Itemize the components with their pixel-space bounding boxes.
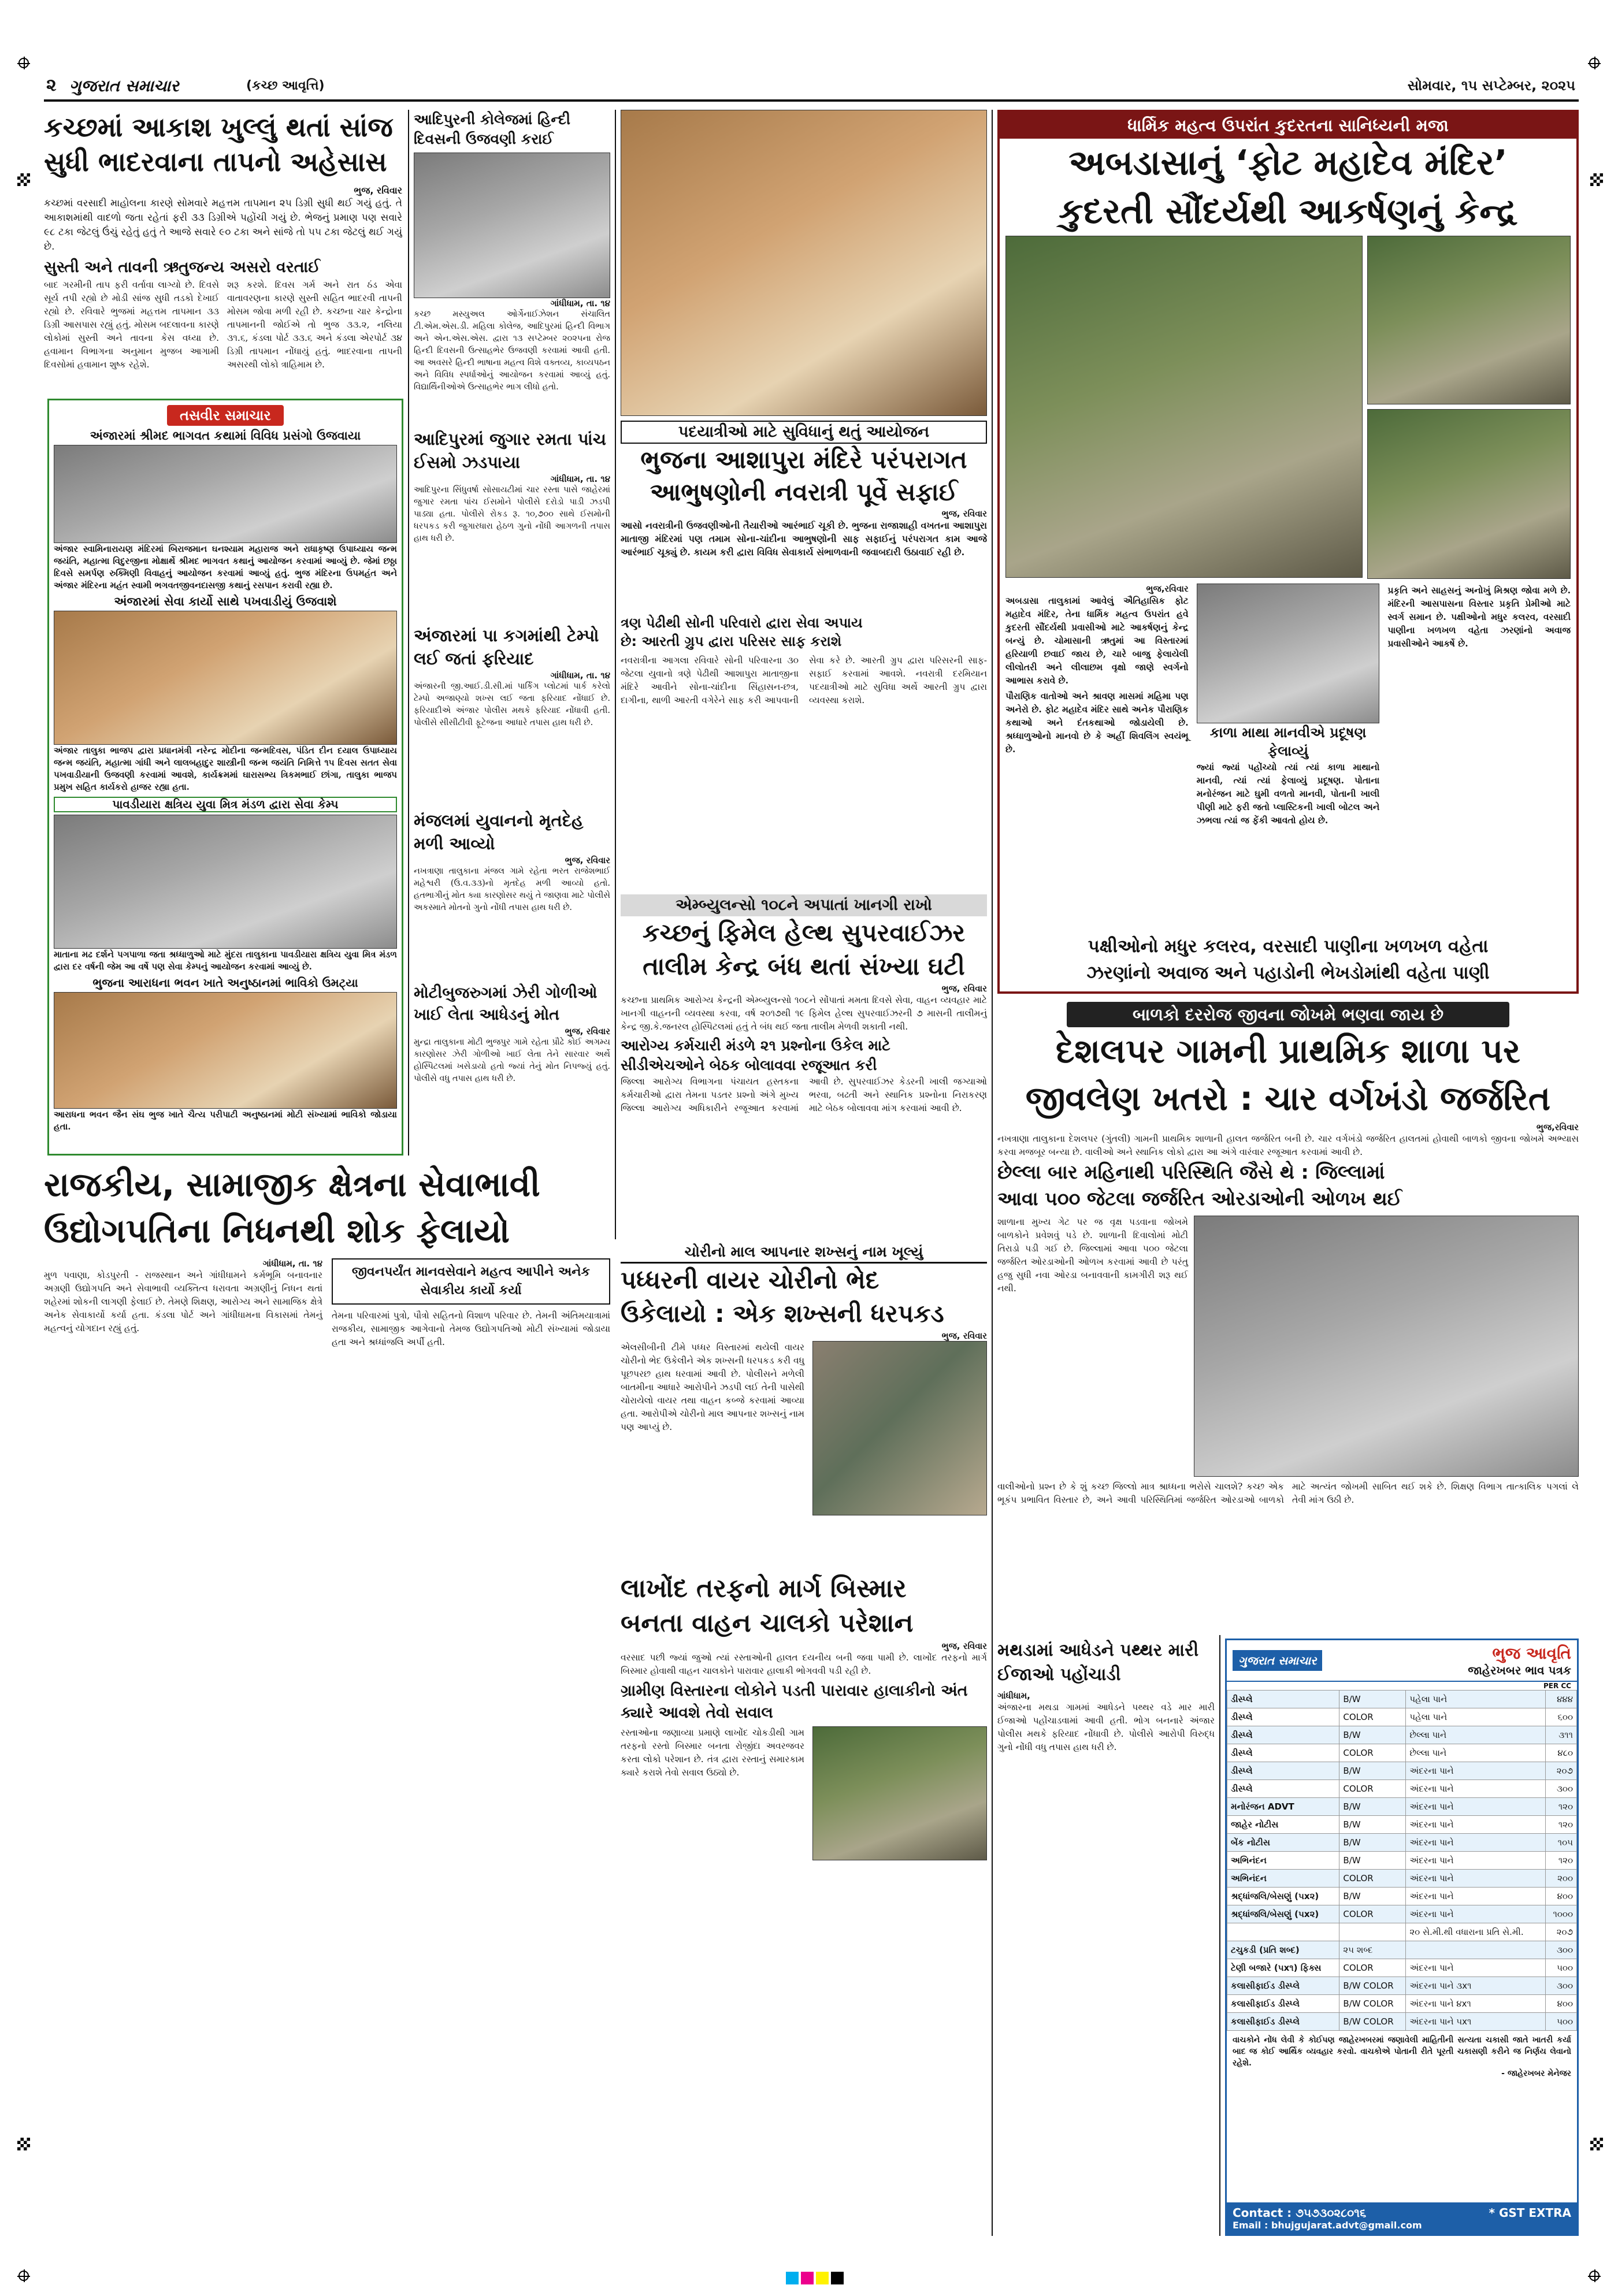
forest-photo [1367,236,1571,404]
rate-cell-type: મનોરંજન ADVT [1227,1798,1339,1816]
fot-mahadev-story [997,110,1579,994]
story-body: પ્રકૃતિ અને સાહસનું અનોખું મિશ્રણ જોવા મળે છે. મંદિરની આસપાસના વિસ્તાર પ્રકૃતિ પ્રેમીઓ માટે સ્વર્ગ સમાન છે. પક્ષીઓનો મધુર કલરવ, વરસાદી પાણીના ખળખળ વહેતા ઝરણાંનો અવાજ પ્રવાસીઓને આકર્ષે છે. [1387,585,1571,649]
column-rule [408,110,409,1156]
rate-cell-rate: ૨૦૭ [1545,1762,1576,1780]
lakhond-story [621,1571,987,1901]
page-number: ૨ [46,75,57,95]
rate-cell-rate: ૪૦૦ [1545,1995,1576,2013]
photo [414,153,610,298]
paper-name: ગુજરાત સમાચાર [69,76,179,95]
rate-cell-type: શ્રદ્ધાંજલિ/બેસણું (૫x૨) [1227,1905,1339,1923]
rate-row [1227,1905,1577,1923]
disclaimer: વાચકોને નોંધ લેવી કે કોઈપણ જાહેરખબરમાં જણાવેલી માહિતીની સત્યતા ચકાસી જાતે ખાતરી કર્યા બાદ જ કોઈ આર્થિક વ્યવહાર કરવો. વાચકોએ પોતાની રીતે પૂરતી ચકાસણી કરીને જ નિર્ણય લેવાનો રહેશે. [1233,2035,1571,2068]
card-title: જાહેરખબર ભાવ પત્રક [1468,1663,1571,1677]
rate-cell-page: અંદરના પાને ૪x૧ [1406,1995,1545,2013]
rate-row [1227,1977,1577,1995]
rate-cell-rate: ૩૦૦ [1545,1780,1576,1798]
story-body: પૌરાણિક વાતોઓ અને શ્રાવણ માસમાં મહિમા પણ અનેરો છે. ફોટ મહાદેવ મંદિર સાથે અનેક પૌરાણિક કથાઓ અને દંતકથાઓ જોડાયેલી છે. શ્રધ્ધાળુઓનો માનવો છે કે અહીં શિવલિંગ સ્વયંભૂ છે. [1005,690,1189,755]
headline: રાજકીય, સામાજીક ક્ષેત્રના સેવાભાવી [44,1165,540,1204]
rate-row [1227,1816,1577,1834]
rate-cell-rate: ૩૦૦ [1545,1941,1576,1959]
pollution-photo [1197,584,1380,723]
rate-row [1227,2013,1577,2031]
road-photo [812,1726,987,1860]
photo [54,611,397,745]
rate-cell-type: બેંક નોટીસ [1227,1834,1339,1852]
hindi-diwas-story [414,110,610,422]
photo-caption: માતાના મઢ દર્શને પગપાળા જતા શ્રધ્ધાળુઓ માટે મુંદરા તાલુકાના પાવડીયારા ક્ષત્રિય યુવા મિત્ર મંડળ દ્વારા દર વર્ષની જેમ આ વર્ષે પણ સેવા કેમ્પનું આયોજન કરવામાં આવ્યું છે. [54,949,397,972]
rate-cell-color: ૨૫ શબ્દ [1339,1941,1406,1959]
rate-cell-type: ટચુકડી (પ્રતિ શબ્દ) [1227,1941,1339,1959]
photo [54,445,397,543]
highlight-box: જીવનપર્યંત માનવસેવાને મહત્વ આપીને અનેક સેવાકીય કાર્યો કર્યા [332,1258,610,1305]
headline: તાલીમ કેન્દ્ર બંધ થતાં સંખ્યા ઘટી [643,952,965,980]
story-body: આસો નવરાત્રીની ઉજવણીઓની તૈયારીઓ આરંભાઈ ચૂકી છે. ભુજના રાજાશાહી વખતના આશાપુરા માતાજી મંદિરમાં પણ તમામ સોના-ચાંદીના આભુષણોની સાફ સફાઈનું પરંપરાગત કામ આજે આરંભાઈ ચૂક્યું છે. કાયમ કરી દ્વારા વિવિધ સેવાકાર્ય સંભાળવાની જવાબદારી ઉઠાવાઈ રહી છે. [621,520,987,558]
rate-cell-color: B/W [1339,1816,1406,1834]
story-body: જિલ્લા આરોગ્ય વિભાગના પંચાયત હસ્તકના કર્મચારીઓ દ્વારા તેમના પડતર પ્રશ્નો અંગે મુખ્ય જિલ્લા આરોગ્ય અધિકારીને રજૂઆત કરવામાં આવી છે. સુપરવાઈઝર કેડરની ખાલી જગ્યાઓ ભરવા, બઢતી અને સ્થાનિક પ્રશ્નોના નિરાકરણ માટે બેઠક બોલાવવા માંગ કરવામાં આવી છે. [621,1076,987,1113]
rate-cell-color: B/W [1339,1726,1406,1744]
section-tag: તસવીર સમાચાર [167,405,284,426]
registration-mark [1589,58,1600,68]
rate-cell-color: B/W COLOR [1339,2013,1406,2031]
story-body: આદિપુરના સિંધુવર્ષા સોસાયટીમાં ચાર રસ્તા પાસે જાહેરમાં જુગાર રમતા પાંચ ઈસમોને પોલીસે દરોડો પાડી ઝડપી પાડ્યા હતા. પોલીસે રોકડ રૂ. ૧૦,૭૦૦ સાથે ઈસમોની ધરપકડ કરી જુગારધારા હેઠળ ગુનો નોંધી આગળની તપાસ હાથ ધરી છે. [414,485,610,543]
rate-row [1227,1726,1577,1744]
photo [54,815,397,949]
rate-cell-color: COLOR [1339,1708,1406,1726]
rate-row [1227,1762,1577,1780]
story-body: વાલીઓનો પ્રશ્ન છે કે શું કચ્છ જિલ્લો માત્ર શ્રાધ્ધના ભરોસે ચાલશે? કચ્છ એક ભૂકંપ પ્રભાવિત વિસ્તાર છે, અને આવી પરિસ્થિતિમાં જર્જરિત ઓરડાઓ બાળકો માટે અત્યંત જોખમી સાબિત થઈ શકે છે. શિક્ષણ વિભાગ તાત્કાલિક પગલાં લે તેવી માંગ ઉઠી છે. [997,1481,1579,1505]
rate-table [1227,1690,1577,2031]
dateline: ગાંધીધામ, તા. ૧૪ [262,1258,322,1269]
registration-mark [1589,2271,1600,2281]
contact-number[interactable]: ૭૫૭૩૦૨૮૦૧૬ [1296,2206,1367,2220]
rate-row [1227,1834,1577,1852]
dateline: ગાંધીધામ, તા. ૧૪ [550,670,610,681]
rate-cell-color: B/W COLOR [1339,1977,1406,1995]
mathdama-story [997,1639,1215,2234]
rate-row [1227,1691,1577,1708]
rate-cell-color: B/W [1339,1762,1406,1780]
manager-sign: - જાહેરખબર મેનેજર [1501,2069,1571,2078]
rate-cell-rate: ૨૦૦ [1545,1870,1576,1888]
photo [54,992,397,1109]
dateline: ભુજ,રવિવાર [1536,1122,1579,1132]
per-cc-label: PER CC [1543,1682,1571,1690]
column-rule [615,110,616,1239]
rate-cell-rate: ૧૨૦ [1545,1816,1576,1834]
headline: દેશલપર ગામની પ્રાથમિક શાળા પર [1055,1031,1521,1071]
email-label: Email : [1233,2220,1268,2231]
headline: મથડામાં આધેડને પથ્થર મારી ઈજાઓ પહોંચાડી [997,1640,1199,1685]
rate-cell-rate: ૩૦૦ [1545,1977,1576,1995]
story-body: નખત્રાણા તાલુકાના મંજલ ગામે રહેતા ભરત રાજેશભાઈ મહેશ્વરી (ઉ.વ.૩૩)નો મૃતદેહ મળી આવ્યો હતો. હતભાગીનું મોત ક્યા કારણોસર થયું તે જાણવા માટે પોલીસે અકસ્માતે મોતનો ગુનો નોંધી તપાસ હાથ ધરી છે. [414,867,610,912]
subheadline: સીડીએચઓને બેઠક બોલાવવા રજૂઆત કરી [621,1057,877,1073]
headline: ઉકેલાયો : એક શખ્સની ધરપકડ [621,1299,944,1328]
story-body: મુળ પવાણા, કોડપુરતી - રાજસ્થાન અને ગાંધીધામને કર્મભૂમિ બનાવનાર અગ્રણી ઉદ્યોગપતિ અને સેવાભાવી વ્યક્તિત્વ ધરાવતા અગ્રણીનું નિધન થતાં શહેરમાં શોકની લાગણી ફેલાઈ છે. તેમણે શિક્ષણ, આરોગ્ય અને સામાજિક ક્ષેત્રે અનેક સેવાકાર્યો કર્યા હતા. કંડલા પોર્ટ અને ગાંધીધામના વિકાસમાં તેમનું મહત્વનું યોગદાન રહ્યું હતું. [44,1270,322,1333]
photo-caption: અંજાર તાલુકા ભાજપ દ્વારા પ્રધાનમંત્રી નરેન્દ્ર મોદીના જન્મદિવસ, પંડિત દીન દયાલ ઉપાધ્યાય જન્મ જયંતિ, મહાત્મા ગાંધી અને લાલબહાદુર શાસ્ત્રીની જન્મ જયંતિ નિમિત્તે ૧૫ દિવસ સતત સેવા પખવાડીયાની ઉજવણી કરવામાં આવશે, કાર્યક્રમમાં ઘારાસભ્ય ત્રિકમભાઈ છાંગા, તાલુકા ભાજપ પ્રમુખ સહિત કાર્યકરો હાજર રહ્યા હતા. [54,745,397,792]
issue-date: સોમવાર, ૧૫ સપ્ટેમ્બર, ૨૦૨૫ [1407,77,1575,94]
paper-logo: ગુજરાત સમાચાર [1233,1650,1322,1671]
subheadline: છેલ્લા બાર મહિનાથી પરિસ્થિતિ જૈસે થે : જિલ્લામાં [997,1161,1385,1183]
headline: અંજારમાં પા કગમાંથી ટેમ્પો લઈ જતાં ફરિયાદ [414,626,599,668]
rate-row [1227,1852,1577,1870]
color-swatch-cyan [786,2272,799,2284]
ashapura-story [621,421,987,611]
rate-cell-type: ડીસ્પ્લે [1227,1708,1339,1726]
rate-cell-rate: ૧૨૦ [1545,1852,1576,1870]
rate-cell-type: ડીસ્પ્લે [1227,1691,1339,1708]
kicker: બાળકો દરરોજ જીવના જોખમે ભણવા જાય છે [1067,1002,1509,1027]
dateline: ગાંધીધામ, [997,1691,1030,1701]
contact-label: Contact : [1233,2206,1292,2220]
subheadline: ગ્રામીણ વિસ્તારના લોકોને પડતી પારાવાર હાલાકીનો અંત ક્યારે આવશે તેવો સવાલ [621,1682,968,1722]
rate-cell-page: ૨૦ સે.મી.થી વધારાના પ્રતિ સે.મી. [1406,1923,1545,1941]
headline: આભુષણોની નવરાત્રી પૂર્વે સફાઈ [650,478,958,506]
dateline: ગાંધીધામ, તા. ૧૪ [550,474,610,484]
photo-headline: અંજારમાં સેવા કાર્યો સાથે પખવાડીયું ઉજવાશે [114,595,337,608]
rate-cell-rate: ૧૨૦ [1545,1798,1576,1816]
rate-cell-page: પહેલા પાને [1406,1691,1545,1708]
mangal-death-story [414,809,610,976]
registration-mark [18,2271,29,2281]
rate-cell-page: અંદરના પાને [1406,1780,1545,1798]
story-body: કચ્છ મસ્યુઅલ ઓર્ગેનાઈઝેશન સંચાલિત ટી.એમ.એસ.ડી. મહિલા કોલેજ, આદિપુરમાં હિન્દી વિભાગ અને એન.એસ.એસ. દ્વારા ૧૩ સપ્ટેમ્બર ૨૦૨૫ના રોજ હિન્દી દિવસની ઉત્સાહભેર ઉજવણી કરવામાં આવી હતી. આ અવસરે હિન્દી ભાષાના મહત્વ વિશે વક્તવ્ય, કાવ્યપઠન અને વિવિધ સ્પર્ધાઓનું આયોજન કરવામાં આવ્યું હતું. વિદ્યાર્થિનીઓએ ઉત્સાહભેર ભાગ લીધો હતો. [414,310,610,392]
rate-cell-rate: ૬૦૦ [1545,1708,1576,1726]
story-body: અંજારના મથડા ગામમાં આધેડને પથ્થર વડે માર મારી ઈજાઓ પહોંચાડવામાં આવી હતી. ભોગ બનનારે અંજાર પોલીસ મથકે ફરિયાદ નોંધાવી છે. પોલીસે આરોપી વિરુદ્ધ ગુનો નોંધી વધુ તપાસ હાથ ધરી છે. [997,1702,1215,1752]
story-intro: કચ્છમાં વરસાદી માહોલના કારણે સોમવારે મહત્તમ તાપમાન ૨૫ ડિગ્રી સુધી થઈ ગયું હતું. તે આકાશમાંથી વાદળો જતા રહેતાં ફરી ૩૩ ડિગ્રીએ પહોંચી ગયું છે. ભેજનું પ્રમાણ પણ સવારે ૯૮ ટકા જેટલું ઉંચું રહેતું હતું તે આજે સવારે ૯૦ ટકા અને સાંજે તો ૫૫ ટકા જેટલું થઈ ગયું છે. [44,198,402,252]
headline: જીવલેણ ખતરો : ચાર વર્ગખંડો જર્જરિત [1025,1079,1551,1118]
rate-cell-page: અંદરના પાને [1406,1870,1545,1888]
rate-cell-color: B/W COLOR [1339,1995,1406,2013]
rate-cell-rate: ૫૦૦ [1545,2013,1576,2031]
temple-photo [1005,236,1363,578]
rate-cell-type [1227,1923,1339,1941]
kicker: પદયાત્રીઓ માટે સુવિધાનું થતું આયોજન [621,421,987,444]
photo-headline: ભુજના આરાધના ભવન ખાતે અનુષ્ઠાનમાં ભાવિકો ઉમટ્યા [92,976,358,990]
story-body: અંજારની જી.આઈ.ડી.સી.માં પાર્કિંગ પ્લોટમાં પાર્ક કરેલો ટેમ્પો અજાણ્યો શખ્સ લઈ જતા ફરિયાદ નોંધાઈ છે. ફરિયાદીએ અંજાર પોલીસ મથકે ફરિયાદ નોંધાવી હતી. પોલીસે સીસીટીવી ફૂટેજના આધારે તપાસ હાથ ધરી છે. [414,682,610,727]
wire-theft-story [621,1242,987,1566]
dateline: ભુજ, રવિવાર [941,1331,987,1341]
photo-caption: આરાધના ભવન જૈન સંઘ ભુજ ખાતે ચૈત્ય પરીપાટી અનુષ્ઠાનમાં મોટી સંખ્યામાં ભાવિકો જોડાયા હતા. [54,1109,397,1132]
headline: આદિપુરમાં જુગાર રમતા પાંચ ઈસમો ઝડપાયા [414,429,606,472]
rate-row [1227,1798,1577,1816]
trustees-story [621,614,987,890]
school-story [997,1002,1579,1632]
tasvir-samachar-box [47,399,403,1156]
gst-note: * GST EXTRA [1489,2206,1571,2220]
rate-cell-color: B/W [1339,1798,1406,1816]
kicker: ચોરીનો માલ આપનાર શખ્સનું નામ ખૂલ્યું [621,1242,987,1264]
rate-cell-type: શ્રદ્ધાંજલિ/બેસણું (૫x૨) [1227,1888,1339,1905]
story-body: નખત્રાણા તાલુકાના દેશલપર (ગુંતલી) ગામની પ્રાથમિક શાળાની હાલત જર્જરિત બની છે. ચાર વર્ગખંડો જર્જરિત હાલતમાં હોવાથી બાળકો જીવના જોખમે અભ્યાસ કરવા મજબૂર બન્યા છે. વાલીઓ અને સ્થાનિક લોકો દ્વારા આ અંગે વારંવાર રજૂઆત કરવામાં આવી છે. [997,1134,1579,1157]
column-rule [992,110,993,2236]
kicker: એમ્બ્યુલન્સો ૧૦૮ને અપાતાં ખાનગી રાખો [621,894,987,916]
headline: આદિપુરની કોલેજમાં હિન્દી દિવસની ઉજવણી કરાઈ [414,111,571,147]
masthead-rule [44,99,1579,102]
story-body: વરસાદ પછી જ્યાં જુઓ ત્યાં રસ્તાઓની હાલત દયનીય બની જવા પામી છે. લાખોંદ તરફનો માર્ગ બિસ્માર હોવાથી વાહન ચાલકોને પારાવાર હાલાકી ભોગવવી પડી રહી છે. [621,1652,987,1676]
print-checker-mark [17,173,30,186]
subheadline: સુસ્તી અને તાવની ઋતુજન્ય અસરો વરતાઈ [44,258,321,276]
edition-label: (કચ્છ આવૃત્તિ) [246,79,325,93]
accused-photo [812,1341,987,1515]
rate-cell-color: B/W [1339,1852,1406,1870]
headline: ભુજના આશાપુરા મંદિરે પરંપરાગત [640,445,967,474]
rate-cell-type: ડીસ્પ્લે [1227,1762,1339,1780]
registration-mark [18,58,29,68]
photo-caption: કાળા માથા માનવીએ પ્રદૂષણ ફેલાવ્યું [1209,725,1367,759]
story-body: તેમના પરિવારમાં પુત્રો, પૌત્રો સહિતનો વિશાળ પરિવાર છે. તેમની અંતિમયાત્રામાં રાજકીય, સામાજીક આગેવાનો તેમજ ઉદ્યોગપતિઓ મોટી સંખ્યામાં જોડાયા હતા અને શ્રધ્ધાંજલિ અર્પી હતી. [332,1310,610,1347]
rate-cell-type: ટેણી બજારે (૫x૧) ફિક્સ [1227,1959,1339,1977]
dateline: ભુજ, રવિવાર [354,185,402,196]
story-body: શરૂ કરશે. દિવસ ગર્મ અને રાત ઠંડ એવા વાતાવરણના કારણે સુસ્તી સહિત ભાદરવી તાપની મોસમ જોવા મળી રહી છે. કચ્છના ચાર કેન્દ્રોના તાપમાનની જોઈએ તો ભુજ ૩૩.૨, નલિયા ૩૧.૬, કંડલા પોર્ટ ૩૩.૬ અને કંડલા એરપોર્ટ ૩૪ ડિગ્રી તાપમાન નોંધાયું હતું. ભાદરવાના તાપની અસરથી લોકો ત્રાહિમામ છે. [227,280,402,370]
dateline: ગાંધીધામ, તા. ૧૪ [550,298,610,309]
rate-cell-rate: ૪૦૦ [1545,1888,1576,1905]
rate-row [1227,1923,1577,1941]
rate-row [1227,1708,1577,1726]
dateline: ભુજ, રવિવાર [565,855,610,865]
rate-cell-page: અંદરના પાને [1406,1798,1545,1816]
rate-row [1227,1959,1577,1977]
subheadline: પક્ષીઓનો મધુર કલરવ, વરસાદી પાણીના ખળખળ વહેતા [1088,936,1489,957]
school-photo [1194,1216,1579,1477]
headline: મોટીબુજરુગમાં ઝેરી ગોળીઓ ખાઈ લેતા આધેડનું મોત [414,984,598,1024]
rate-cell-rate: ૧૦૫ [1545,1834,1576,1852]
email-link[interactable]: bhujgujarat.advt@gmail.com [1271,2220,1422,2231]
kicker: ધાર્મિક મહત્વ ઉપરાંત કુદરતના સાનિધ્યની મજા [1000,112,1576,139]
ambulance-story [621,894,987,1235]
rate-cell-color: B/W [1339,1691,1406,1708]
story-body: અબડાસા તાલુકામાં આવેલું ઐતિહાસિક ફોટ મહાદેવ મંદિર, તેના ધાર્મિક મહત્વ ઉપરાંત હવે કુદરતી સૌંદર્યથી પ્રવાસીઓ માટે આકર્ષણનું કેન્દ્ર બન્યું છે. ચોમાસાની ઋતુમાં આ વિસ્તારમાં હરિયાળી છવાઈ જાય છે, ચારે બાજુ ફેલાયેલી લીલોતરી અને લીલાછમ વૃક્ષો જાણે સ્વર્ગનો આભાસ કરાવે છે. [1005,595,1189,686]
subheadline: ઝરણાંનો અવાજ અને પહાડોની ભેખડોમાંથી વહેતા પાણી [1086,963,1490,983]
rate-cell-page: અંદરના પાને ૩x૧ [1406,1977,1545,1995]
rate-cell-color: COLOR [1339,1870,1406,1888]
rate-cell-page: અંદરના પાને [1406,1852,1545,1870]
dateline: ભુજ, રવિવાર [941,508,987,519]
rate-row [1227,1995,1577,2013]
gambling-story [414,428,610,618]
dateline: ભુજ,રવિવાર [1146,584,1189,594]
rate-cell-page: છેલ્લા પાને [1406,1744,1545,1762]
rate-cell-page: પહેલા પાને [1406,1708,1545,1726]
obituary-story [44,1161,610,1670]
dateline: ભુજ, રવિવાર [565,1026,610,1036]
rate-cell-color: B/W [1339,1834,1406,1852]
rate-cell-color: COLOR [1339,1905,1406,1923]
rate-cell-page: અંદરના પાને [1406,1834,1545,1852]
rate-row [1227,1744,1577,1762]
column-rule [1219,1635,1220,2236]
photo-headline: અંજારમાં શ્રીમદ ભાગવત કથામાં વિવિધ પ્રસંગો ઉજવાયા [90,429,361,443]
headline: કચ્છનું ફિમેલ હેલ્થ સુપરવાઈઝર [642,919,966,947]
rate-cell-page: અંદરના પાને [1406,1816,1545,1834]
headline: કચ્છમાં આકાશ ખુલ્લું થતાં સાંજ [44,112,393,143]
story-body: જ્યાં જ્યાં પહોંચ્યો ત્યાં ત્યાં કાળા માથાનો માનવી, ત્યાં ત્યાં ફેલાવ્યું પ્રદૂષણ. પોતાના મનોરંજન માટે ઘુમી વળતો માનવી, પોતાની ખાલી પીણી માટે ફરી જતો પ્લાસ્ટિકની ખાલી બોટલ અને ઝભલા ત્યાં જ ફેંકી આવતો હોય છે. [1196,761,1380,826]
headline: લાખોંદ તરફનો માર્ગ બિસ્માર [621,1574,907,1603]
rate-cell-type: જાહેર નોટીસ [1227,1816,1339,1834]
headline: અબડાસાનું ‘ફોટ મહાદેવ મંદિર’ [1068,143,1508,183]
rate-cell-type: કલાસીફાઈડ ડીસ્પ્લે [1227,1977,1339,1995]
rate-cell-page: અંદરના પાને ૫x૧ [1406,2013,1545,2031]
color-swatch-magenta [801,2272,814,2284]
story-body: શાળાના મુખ્ય ગેટ પર જ વૃક્ષ પડવાના જોખમે બાળકોને પ્રવેશવું પડે છે. શાળાની દિવાલોમાં મોટી તિરાડો પડી ગઈ છે. જિલ્લામાં આવા ૫૦૦ જેટલા જર્જરિત ઓરડાઓની ઓળખ કરવામાં આવી છે પરંતુ હજુ સુધી નવા ઓરડા બનાવવાની કામગીરી શરૂ થઈ નથી. [997,1217,1188,1294]
rate-cell-page [1406,1941,1545,1959]
rate-cell-color: COLOR [1339,1780,1406,1798]
edition-title: ભુજ આવૃતિ [1492,1644,1571,1663]
rate-row [1227,1780,1577,1798]
rate-cell-color: B/W [1339,1888,1406,1905]
tempo-theft-story [414,624,610,803]
story-body: બાદ ગરમીની તાપ ફરી વર્તાવા લાગ્યો છે. દિવસે સૂર્ય તપી રહ્યો છે મોડી સાંજ સુધી તડકો દેખાઈ રહ્યો છે. રવિવારે ભુજમાં મહત્તમ તાપમાન ૩૩ ડિગ્રી આસપાસ રહ્યું હતું. મોસમ બદલાવના કારણે લોકોમાં સુસ્તી અને તાવના કેસ વધ્યા છે. હવામાન વિભાગના અનુમાન મુજબ આગામી દિવસોમાં હવામાન શુષ્ક રહેશે. [44,280,219,370]
headline: મંજલમાં યુવાનનો મૃતદેહ મળી આવ્યો [414,811,584,853]
pills-death-story [414,982,610,1156]
headline: પધ્ધરની વાયર ચોરીનો ભેદ [621,1266,879,1294]
headline: સુધી ભાદરવાના તાપનો અહેસાસ [44,146,387,177]
print-checker-mark [1590,2138,1603,2150]
rate-cell-page: છેલ્લા પાને [1406,1726,1545,1744]
rate-cell-type: અભિનંદન [1227,1870,1339,1888]
rain-story [44,110,402,393]
ashapura-photo [621,110,987,416]
rate-row [1227,1941,1577,1959]
rate-cell-type: અભિનંદન [1227,1852,1339,1870]
story-body: નવરાત્રીના આગલા રવિવારે સોની પરિવારના ૩૦ જેટલા યુવાનો ત્રણે પેઢીથી આશાપુરા માતાજીના મંદિરે આવીને સોના-ચાંદીના સિંહાસન-છત્ર, દાગીના, થાળી આરતી વગેરેને સાફ કરી આપવાની સેવા કરે છે. આરતી ગ્રુપ દ્વારા પરિસરની સાફ-સફાઈ કરવામાં આવશે. નવરાત્રી દરમિયાન પદયાત્રીઓ માટે સુવિધા અર્થે આરતી ગ્રુપ દ્વારા વ્યવસ્થા કરાશે. [621,655,987,705]
rate-cell-rate: ૧૦૦૦ [1545,1905,1576,1923]
dateline: ભુજ, રવિવાર [941,983,987,994]
photo-headline: પાવડીયારા ક્ષત્રિય યુવા મિત્ર મંડળ દ્વારા સેવા કેમ્પ [54,797,397,812]
rate-cell-page: અંદરના પાને [1406,1905,1545,1923]
story-body: રસ્તાઓના જણાવ્યા પ્રમાણે લાખોંદ ચોકડીથી ગામ તરફનો રસ્તો બિસ્માર બનતા રોજીંદા અવરજવર કરતા લોકો પરેશાન છે. તંત્ર દ્વારા રસ્તાનું સમારકામ ક્યારે કરાશે તેવો સવાલ ઉઠ્યો છે. [621,1727,804,1778]
headline: ત્રણ પેઢીથી સોની પરિવારો દ્વારા સેવા અપાય [621,615,863,631]
rate-cell-color: COLOR [1339,1959,1406,1977]
headline: છે: આરતી ગ્રુપ દ્વારા પરિસર સાફ કરાશે [621,633,842,649]
rate-row [1227,1870,1577,1888]
rate-cell-rate: ૨૦૭ [1545,1923,1576,1941]
ad-rate-card [1225,1639,1579,2236]
rate-cell-color [1339,1923,1406,1941]
rate-cell-page: અંદરના પાને [1406,1888,1545,1905]
story-body: મુન્દ્રા તાલુકાના મોટી ભુજપુર ગામે રહેતા પ્રૌઢે કોઈ અગમ્ય કારણોસર ઝેરી ગોળીઓ ખાઈ લેતા તેને સારવાર અર્થે હોસ્પિટલમાં ખસેડાયો હતો જ્યાં તેનું મોત નિપજ્યું હતું. પોલીસે વધુ તપાસ હાથ ધરી છે. [414,1038,610,1083]
color-swatch-black [831,2272,844,2284]
rate-row [1227,1888,1577,1905]
rate-cell-type: ડીસ્પ્લે [1227,1726,1339,1744]
rate-cell-type: ડીસ્પ્લે [1227,1780,1339,1798]
rate-cell-type: ડીસ્પ્લે [1227,1744,1339,1762]
dateline: ભુજ, રવિવાર [941,1641,987,1651]
rate-cell-rate: ૩૧૧ [1545,1726,1576,1744]
rate-cell-rate: ૪૮૦ [1545,1744,1576,1762]
print-checker-mark [17,2138,30,2150]
rate-cell-type: કલાસીફાઈડ ડીસ્પ્લે [1227,2013,1339,2031]
rate-cell-page: અંદરના પાને [1406,1762,1545,1780]
masthead [44,72,1579,98]
rate-cell-rate: ૫૦૦ [1545,1959,1576,1977]
stream-photo [1367,409,1571,579]
color-swatch-yellow [816,2272,829,2284]
headline: બનતા વાહન ચાલકો પરેશાન [621,1608,914,1638]
headline: કુદરતી સૌંદર્યથી આકર્ષણનું કેન્દ્ર [1059,191,1517,232]
photo-caption: અંજાર સ્વામિનારાયણ મંદિરમાં બિરાજમાન ઘનશ્યામ મહારાજ અને રાધાકૃષ્ણ ઉપાધ્યાય જન્મ જયંતિ, મહાત્મા વિદુરજીના મોક્ષાર્થે શ્રીમદ ભાગવત કથાનું આયોજન કરવામાં આવ્યું છે. જેમાં છઠ્ઠા દિવસે સમર્પણ રુક્મિણી વિવાહનું આયોજન કરવામાં આવ્યું હતું. ભુજ મંદિરના ઉપમહંત અને અંજાર મંદિરના મહંત સ્વામી ભગવતજીવનદાસજી કથાનું રસપાન કરાવી રહ્યા છે. [54,544,397,590]
subheadline: આરોગ્ય કર્મચારી મંડળે ૨૧ પ્રશ્નોના ઉકેલ માટે [621,1037,890,1054]
rate-cell-color: COLOR [1339,1744,1406,1762]
rate-cell-rate: ૪૪૪ [1545,1691,1576,1708]
rate-cell-type: કલાસીફાઈડ ડીસ્પ્લે [1227,1995,1339,2013]
story-body: એલસીબીની ટીમે પધ્ધર વિસ્તારમાં થયેલી વાયર ચોરીનો ભેદ ઉકેલીને એક શખ્સની ધરપકડ કરી વધુ પૂછપરછ હાથ ધરવામાં આવી છે. પોલીસને મળેલી બાતમીના આધારે આરોપીને ઝડપી લઈ તેની પાસેથી ચોરાયેલો વાયર તથા વાહન કબ્જે કરવામાં આવ્યા હતા. આરોપીએ ચોરીનો માલ આપનાર શખ્સનું નામ પણ આપ્યું છે. [621,1342,804,1432]
headline: ઉદ્યોગપતિના નિધનથી શોક ફેલાયો [44,1211,510,1250]
print-checker-mark [1590,173,1603,186]
story-body: કચ્છના પ્રાથમિક આરોગ્ય કેન્દ્રની એમ્બ્યુલન્સો ૧૦૮ને સોંપાતાં મમતા દિવસે સેવા, વાહન વ્યવહાર માટે ખાનગી વાહનની વ્યવસ્થા કરવા, વર્ષ ૨૦૧૭થી ૧૯ ફિમેલ હેલ્થ સુપરવાઈઝરની ૭ માસની તાલીમનું કેન્દ્ર જી.કે.જનરલ હોસ્પિટલમાં હતું તે બંધ થઈ જતા તાલીમ મેળવી શકાતી નથી. [621,995,987,1032]
rate-cell-page: અંદરના પાને [1406,1959,1545,1977]
subheadline: આવા ૫૦૦ જેટલા જર્જરિત ઓરડાઓની ઓળખ થઈ [997,1187,1402,1210]
